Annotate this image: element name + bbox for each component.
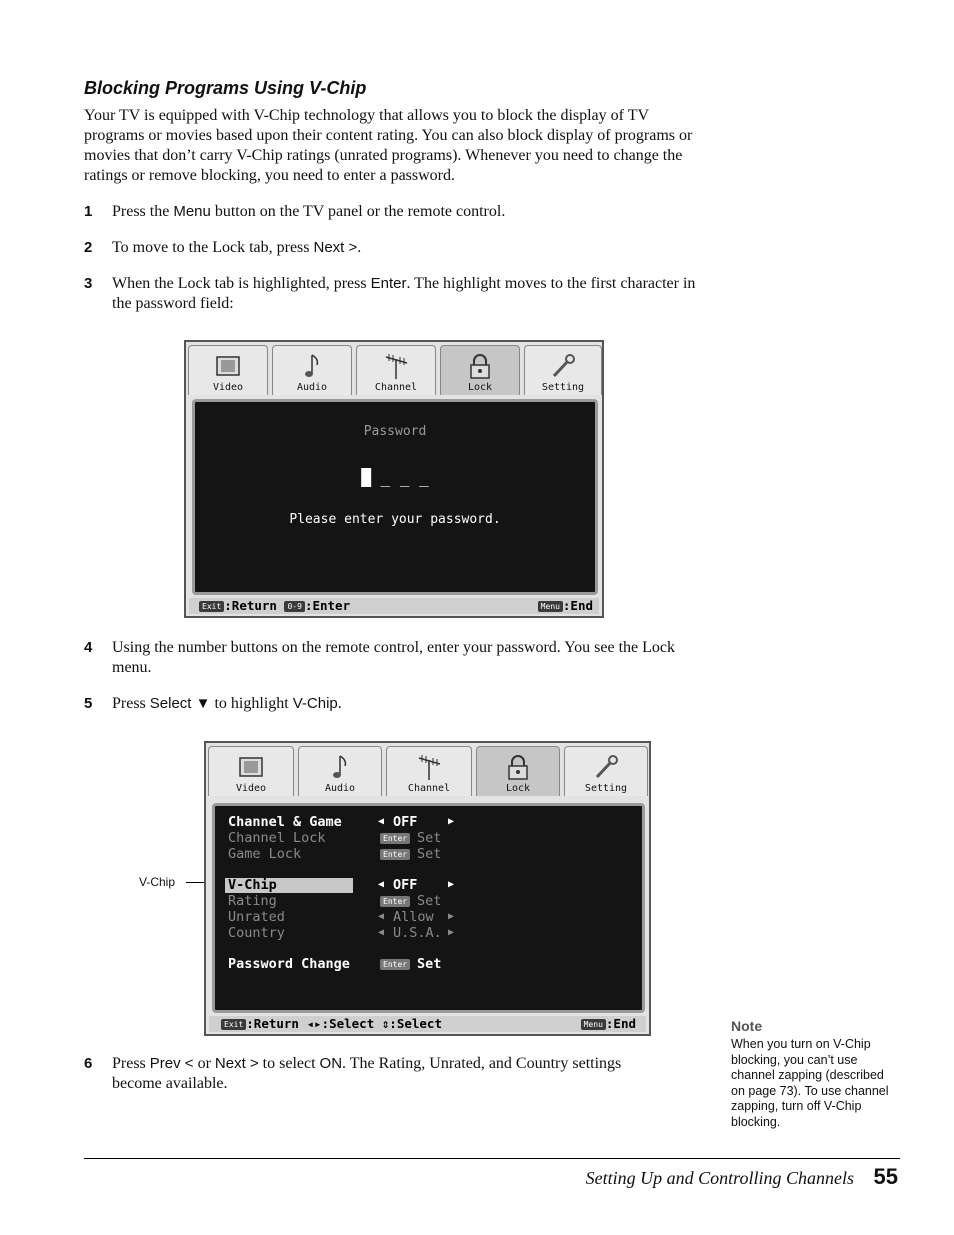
tab-channel[interactable]: Channel	[356, 345, 436, 395]
step-number: 1	[84, 203, 93, 220]
arrow-left-icon[interactable]: ◀	[378, 911, 385, 922]
menu-tabs	[206, 743, 649, 797]
key-guide-bar: Exit :Return 0-9 :Enter Menu :End	[189, 598, 599, 614]
step-6: 6 Press Prev < or Next > to select ON. The Rating, Unrated, and Country settings become available.	[84, 1055, 622, 1092]
step-4: 4 Using the number buttons on the remote control, enter your password. You see the Lock menu.	[84, 639, 676, 676]
arrow-left-icon[interactable]: ◀	[378, 927, 385, 938]
menu-key-icon: Menu	[538, 601, 563, 612]
exit-key-icon: Exit	[221, 1019, 246, 1030]
arrow-right-icon[interactable]: ▶	[448, 879, 455, 890]
tab-audio[interactable]: Audio	[298, 746, 382, 796]
row-label: Country	[228, 925, 285, 941]
tab-setting[interactable]: Setting	[524, 345, 602, 395]
intro-paragraph: Your TV is equipped with V-Chip technology that allows you to block the display of TV programs or movies based upon their content rating. You can also block display of programs or movies that don’t carry V-Chip ratings (unrated programs). Whenever you need to change the ratings or remove blocking, you need to enter a password.	[84, 107, 693, 184]
step-3: 3 When the Lock tab is highlighted, press Enter. The highlight moves to the first character in the password field:	[84, 275, 696, 312]
row-value: OFF	[393, 814, 418, 830]
tab-channel[interactable]: Channel	[386, 746, 472, 796]
step-1: 1 Press the Menu button on the TV panel or the remote control.	[84, 203, 506, 220]
lock-menu-row[interactable]	[215, 814, 642, 830]
lock-menu-row[interactable]	[215, 956, 642, 972]
enter-key-icon: Enter	[380, 833, 410, 844]
password-label: Password	[363, 424, 427, 439]
wrench-icon	[548, 351, 578, 381]
step-number: 6	[84, 1055, 93, 1072]
antenna-icon	[414, 752, 444, 782]
row-value: Set	[417, 846, 442, 862]
lock-menu-row[interactable]	[215, 830, 642, 846]
enter-key-icon: Enter	[380, 849, 410, 860]
left-right-key-icon: ◂▸	[306, 1016, 322, 1031]
step-number: 5	[84, 695, 93, 712]
lock-menu-row[interactable]	[215, 925, 642, 941]
lock-menu-panel	[212, 803, 645, 1013]
menu-tabs	[186, 342, 602, 396]
note-body: When you turn on V-Chip blocking, you can’t use channel zapping (described on page 73). To use channel zapping, turn off V-Chip blocking.	[731, 1037, 889, 1129]
exit-key-icon: Exit	[199, 601, 224, 612]
row-label: Channel Lock	[228, 830, 326, 846]
password-prompt: Please enter your password.	[289, 512, 501, 527]
arrow-right-icon[interactable]: ▶	[448, 911, 455, 922]
lock-menu-row[interactable]	[215, 846, 642, 862]
row-label: Game Lock	[228, 846, 302, 862]
row-label: Channel & Game	[228, 814, 342, 830]
row-label: V-Chip	[228, 877, 277, 893]
arrow-right-icon[interactable]: ▶	[448, 927, 455, 938]
row-value: Set	[417, 830, 442, 846]
password-field[interactable]: █ _ _ _	[361, 468, 429, 487]
enter-key-icon: Enter	[380, 896, 410, 907]
arrow-left-icon[interactable]: ◀	[378, 879, 385, 890]
menu-key-icon: Menu	[581, 1019, 606, 1030]
footer-chapter-title: Setting Up and Controlling Channels	[585, 1168, 854, 1188]
enter-key-icon: Enter	[380, 959, 410, 970]
row-label: Unrated	[228, 909, 285, 925]
row-label: Password Change	[228, 956, 350, 972]
row-value: Allow	[393, 909, 434, 925]
vchip-callout-label: V-Chip	[139, 875, 176, 889]
lock-menu-screen	[204, 741, 651, 1036]
step-number: 4	[84, 639, 93, 656]
password-panel	[192, 399, 598, 595]
tab-lock[interactable]: Lock	[476, 746, 560, 796]
video-icon	[213, 351, 243, 381]
step-2: 2 To move to the Lock tab, press Next >.	[84, 239, 362, 256]
tab-video[interactable]: Video	[208, 746, 294, 796]
step-number: 2	[84, 239, 93, 256]
sidebar-note	[731, 1018, 901, 1130]
step-number: 3	[84, 275, 93, 292]
row-value: OFF	[393, 877, 418, 893]
arrow-left-icon[interactable]: ◀	[378, 816, 385, 827]
arrow-right-icon[interactable]: ▶	[448, 816, 455, 827]
lock-menu-row[interactable]	[215, 893, 642, 909]
lock-icon	[465, 351, 495, 381]
tab-lock[interactable]: Lock	[440, 345, 520, 395]
key-guide-bar: Exit :Return ◂▸:Select ⇕:Select Menu :End	[209, 1016, 646, 1032]
footer-rule	[84, 1158, 900, 1159]
lock-icon	[503, 752, 533, 782]
lock-menu-row[interactable]	[215, 909, 642, 925]
antenna-icon	[381, 351, 411, 381]
section-heading: Blocking Programs Using V-Chip	[84, 78, 367, 98]
tab-setting[interactable]: Setting	[564, 746, 648, 796]
digits-key-icon: 0-9	[284, 601, 304, 612]
row-label: Rating	[228, 893, 277, 909]
page-number: 55	[873, 1164, 898, 1189]
note-title: Note	[731, 1018, 763, 1034]
wrench-icon	[591, 752, 621, 782]
row-value: Set	[417, 956, 442, 972]
music-note-icon	[325, 752, 355, 782]
video-icon	[236, 752, 266, 782]
row-value: U.S.A.	[393, 925, 442, 941]
step-5: 5 Press Select ▼ to highlight V-Chip.	[84, 695, 342, 712]
up-down-key-icon: ⇕	[381, 1016, 390, 1031]
music-note-icon	[297, 351, 327, 381]
tab-audio[interactable]: Audio	[272, 345, 352, 395]
tab-video[interactable]: Video	[188, 345, 268, 395]
lock-password-screen	[184, 340, 604, 618]
lock-menu-row[interactable]	[215, 877, 642, 893]
row-value: Set	[417, 893, 442, 909]
